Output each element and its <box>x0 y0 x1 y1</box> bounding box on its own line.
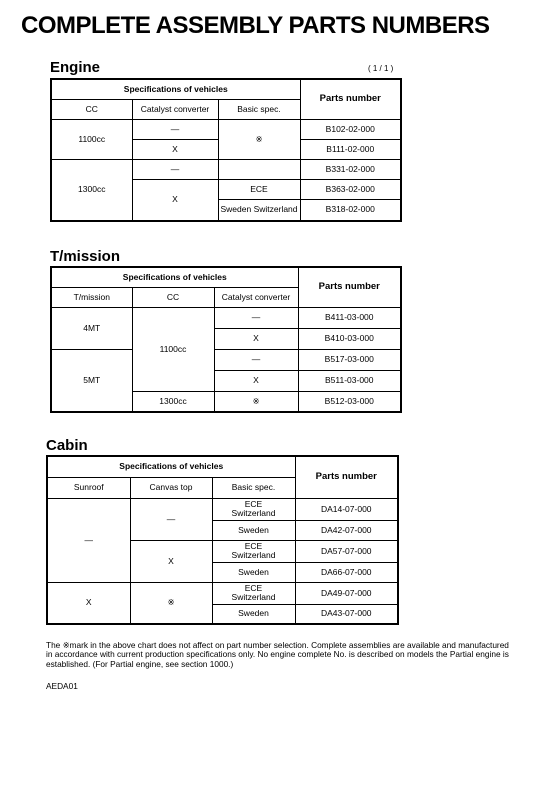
engine-heading: Engine <box>50 59 101 76</box>
cc-cell: 1100cc <box>51 119 132 159</box>
tmission-heading: T/mission <box>50 248 121 265</box>
document-code: AEDA01 <box>46 681 78 691</box>
part-number-cell: DA57-07-000 <box>295 540 398 562</box>
page-indicator: ( 1 / 1 ) <box>368 64 394 73</box>
part-number-cell: B331-02-000 <box>300 159 401 179</box>
part-number-cell: B318-02-000 <box>300 199 401 221</box>
dash-cell: — <box>132 159 218 179</box>
col-catalyst: Catalyst converter <box>132 99 218 119</box>
tmission-cell: 4MT <box>51 307 132 349</box>
x-cell: X <box>214 370 298 391</box>
spec-header: Specifications of vehicles <box>47 456 295 477</box>
cc-cell: 1300cc <box>132 391 214 412</box>
basic-spec-cell: Sweden <box>212 520 295 540</box>
part-number-cell: B410-03-000 <box>298 328 401 349</box>
ref-mark-cell: ※ <box>218 119 300 159</box>
parts-header: Parts number <box>300 79 401 119</box>
cabin-heading: Cabin <box>46 437 88 454</box>
col-tmission: T/mission <box>51 287 132 307</box>
tmission-table <box>50 266 402 413</box>
page-title: COMPLETE ASSEMBLY PARTS NUMBERS <box>21 12 490 39</box>
col-cc: CC <box>132 287 214 307</box>
part-number-cell: DA43-07-000 <box>295 604 398 624</box>
ref-mark-cell: ※ <box>214 391 298 412</box>
part-number-cell: DA49-07-000 <box>295 582 398 604</box>
cc-cell: 1300cc <box>51 159 132 221</box>
basic-spec-cell: ECE <box>218 179 300 199</box>
spec-header: Specifications of vehicles <box>51 267 298 287</box>
part-number-cell: DA66-07-000 <box>295 562 398 582</box>
col-sunroof: Sunroof <box>47 477 130 498</box>
basic-spec-cell: Sweden Switzerland <box>218 199 300 221</box>
part-number-cell: B102-02-000 <box>300 119 401 139</box>
basic-spec-cell: ECE Switzerland <box>212 582 295 604</box>
dash-cell: — <box>130 498 212 540</box>
x-cell: X <box>47 582 130 624</box>
part-number-cell: B512-03-000 <box>298 391 401 412</box>
part-number-cell: B111-02-000 <box>300 139 401 159</box>
basic-spec-cell: Sweden <box>212 562 295 582</box>
tmission-cell: 5MT <box>51 349 132 412</box>
col-catalyst: Catalyst converter <box>214 287 298 307</box>
dash-cell: — <box>47 498 130 582</box>
col-basic-spec: Basic spec. <box>218 99 300 119</box>
x-cell: X <box>132 179 218 221</box>
basic-spec-cell: Sweden <box>212 604 295 624</box>
dash-cell: — <box>214 307 298 328</box>
part-number-cell: B411-03-000 <box>298 307 401 328</box>
part-number-cell: DA14-07-000 <box>295 498 398 520</box>
part-number-cell: DA42-07-000 <box>295 520 398 540</box>
spec-header: Specifications of vehicles <box>51 79 300 99</box>
part-number-cell: B517-03-000 <box>298 349 401 370</box>
parts-header: Parts number <box>295 456 398 498</box>
ref-mark-cell: ※ <box>130 582 212 624</box>
col-canvas-top: Canvas top <box>130 477 212 498</box>
x-cell: X <box>214 328 298 349</box>
cabin-table <box>46 455 399 625</box>
footnote: The ※mark in the above chart does not affect on part number selection. Complete assemblies are available and manufactured in accordance with current production specifications only. No engine complete No. is described on models the Partial engine is established. (For Partial engine, see section 1000.) <box>46 640 509 669</box>
engine-table <box>50 78 402 222</box>
col-basic-spec: Basic spec. <box>212 477 295 498</box>
x-cell: X <box>130 540 212 582</box>
dash-cell: — <box>132 119 218 139</box>
parts-header: Parts number <box>298 267 401 307</box>
basic-spec-cell: ECE Switzerland <box>212 540 295 562</box>
cc-cell: 1100cc <box>132 307 214 391</box>
col-cc: CC <box>51 99 132 119</box>
basic-spec-cell: ECE Switzerland <box>212 498 295 520</box>
x-cell: X <box>132 139 218 159</box>
dash-cell: — <box>214 349 298 370</box>
part-number-cell: B511-03-000 <box>298 370 401 391</box>
part-number-cell: B363-02-000 <box>300 179 401 199</box>
